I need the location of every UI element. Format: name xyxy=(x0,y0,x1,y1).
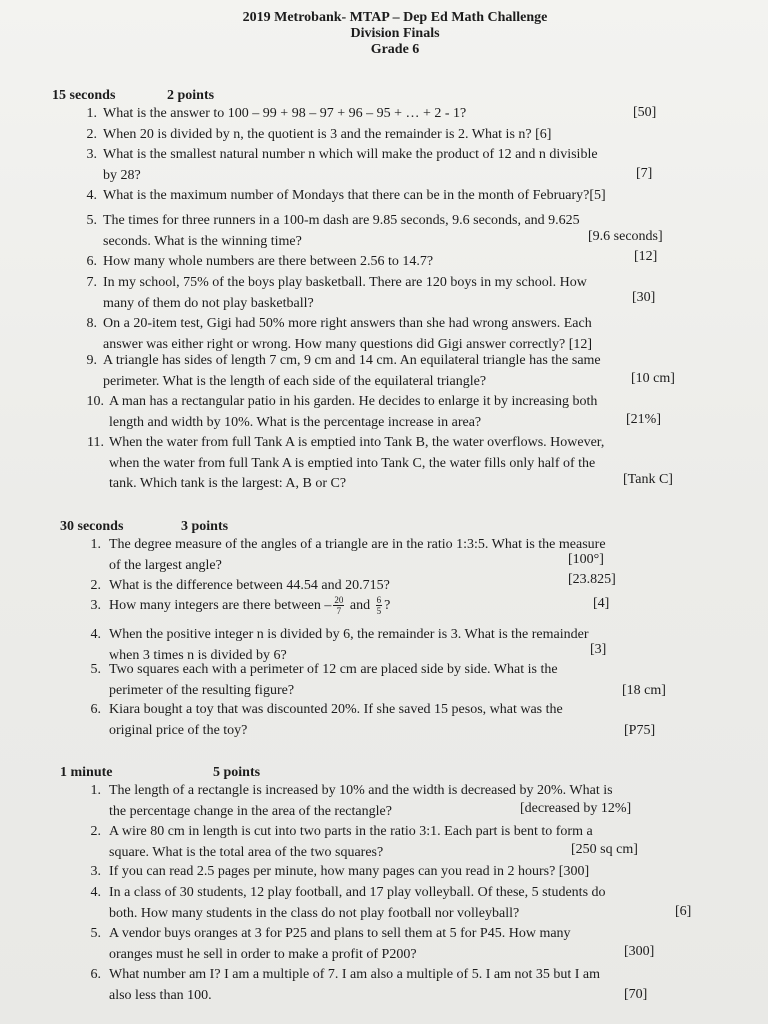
fraction-denominator: 7 xyxy=(336,606,342,617)
answer-key: [10 cm] xyxy=(631,371,675,386)
question-text-line: tank. Which tank is the largest: A, B or C? xyxy=(109,476,347,491)
answer-key: [6] xyxy=(675,904,692,919)
answer-key: [70] xyxy=(624,987,648,1002)
question-number: 5. xyxy=(86,213,97,228)
question-text-line: The degree measure of the angles of a triangle are in the ratio 1:3:5. What is the measure xyxy=(109,537,606,552)
answer-key: [21%] xyxy=(626,412,661,427)
answer-key: [P75] xyxy=(624,723,656,738)
question-text-line: When the positive integer n is divided by 6, the remainder is 3. What is the remainder xyxy=(109,627,589,642)
question-text-line: In a class of 30 students, 12 play football, and 17 play volleyball. Of these, 5 students do xyxy=(109,885,606,900)
answer-key: [100°] xyxy=(568,552,604,567)
document-header xyxy=(0,10,768,58)
answer-key: [4] xyxy=(593,596,610,611)
question-text-line: original price of the toy? xyxy=(109,722,248,738)
section-time-limit: 30 seconds xyxy=(60,519,124,534)
question-text-line: The times for three runners in a 100-m dash are 9.85 seconds, 9.6 seconds, and 9.625 xyxy=(103,213,580,228)
section-points: 3 points xyxy=(181,519,229,534)
question-text-line: oranges must he sell in order to make a profit of P200? xyxy=(109,946,417,962)
fraction-numerator: 6 xyxy=(376,595,382,606)
question-number: 6. xyxy=(90,702,101,717)
answer-key: [300] xyxy=(624,944,655,959)
question-text-line: How many whole numbers are there between 2.56 to 14.7? xyxy=(103,254,434,269)
answer-key: [12] xyxy=(634,249,658,264)
question-text-line: A vendor buys oranges at 3 for P25 and plans to sell them at 5 for P45. How many xyxy=(109,926,571,941)
question-text-line: The length of a rectangle is increased by 10% and the width is decreased by 20%. What is xyxy=(109,783,613,798)
question-text-line: of the largest angle? xyxy=(109,557,222,573)
question-text-line: When 20 is divided by n, the quotient is 3 and the remainder is 2. What is n? [6] xyxy=(103,127,552,142)
answer-key: [23.825] xyxy=(568,572,616,587)
question-number: 1. xyxy=(86,106,97,121)
question-text-line: when 3 times n is divided by 6? xyxy=(109,647,287,663)
question-number: 11. xyxy=(87,435,104,450)
question-text-line: Two squares each with a perimeter of 12 cm are placed side by side. What is the xyxy=(109,662,558,677)
question-number: 2. xyxy=(86,127,97,142)
fraction-connector: and xyxy=(346,598,374,613)
question-text-line: both. How many students in the class do not play football nor volleyball? xyxy=(109,905,520,921)
question-text-line: Kiara bought a toy that was discounted 20%. If she saved 15 pesos, what was the xyxy=(109,702,563,717)
question-number: 7. xyxy=(86,275,97,290)
question-text-line: How many integers are there between – $\frac{20}{7}$ and $\frac{6}{5}$ ? xyxy=(109,595,391,617)
question-text-line: A triangle has sides of length 7 cm, 9 cm and 14 cm. An equilateral triangle has the same xyxy=(103,353,601,368)
answer-key: [250 sq cm] xyxy=(571,842,638,857)
answer-key: [9.6 seconds] xyxy=(588,229,663,244)
question-text-line: In my school, 75% of the boys play basketball. There are 120 boys in my school. How xyxy=(103,275,587,290)
question-text-line: What is the answer to 100 – 99 + 98 – 97 + 96 – 95 + … + 2 - 1? xyxy=(103,106,467,121)
answer-key: [3] xyxy=(590,642,607,657)
question-text-line: when the water from full Tank A is emptied into Tank C, the water fills only half of the xyxy=(109,455,596,471)
question-text-line: many of them do not play basketball? xyxy=(103,295,314,311)
fraction-numerator: 20 xyxy=(334,595,344,606)
fraction-sign: – xyxy=(320,598,332,613)
answer-key: [50] xyxy=(633,105,657,120)
section-time-limit: 15 seconds xyxy=(52,88,116,103)
answer-key: [Tank C] xyxy=(623,472,673,487)
question-number: 3. xyxy=(90,864,101,879)
question-text-line: If you can read 2.5 pages per minute, how many pages can you read in 2 hours? [300] xyxy=(109,864,590,879)
answer-key: [18 cm] xyxy=(622,683,666,698)
fraction xyxy=(376,595,383,616)
question-text-line: square. What is the total area of the two squares? xyxy=(109,844,384,860)
answer-key: [decreased by 12%] xyxy=(520,801,632,816)
question-text-line: also less than 100. xyxy=(109,987,212,1003)
question-number: 3. xyxy=(86,147,97,162)
question-text-line: When the water from full Tank A is emptied into Tank B, the water overflows. However, xyxy=(109,435,605,450)
question-text-line: What number am I? I am a multiple of 7. I am also a multiple of 5. I am not 35 but I am xyxy=(109,967,601,982)
question-number: 10. xyxy=(86,394,104,409)
question-text-line: length and width by 10%. What is the percentage increase in area? xyxy=(109,414,482,430)
question-text-line: seconds. What is the winning time? xyxy=(103,233,302,249)
question-number: 6. xyxy=(86,254,97,269)
section-points: 2 points xyxy=(167,88,215,103)
section-time-limit: 1 minute xyxy=(60,765,113,780)
question-number: 4. xyxy=(90,627,101,642)
question-number: 9. xyxy=(86,353,97,368)
question-text-line: On a 20-item test, Gigi had 50% more right answers than she had wrong answers. Each xyxy=(103,316,592,331)
question-text-line: What is the smallest natural number n which will make the product of 12 and n divisible xyxy=(103,147,598,162)
grade-label: Grade 6 xyxy=(370,42,420,57)
fraction-denominator: 5 xyxy=(376,606,382,617)
question-number: 6. xyxy=(90,967,101,982)
question-number: 4. xyxy=(86,188,97,203)
answer-key: [30] xyxy=(632,290,656,305)
document-subtitle: Division Finals xyxy=(350,26,440,41)
answer-key: [7] xyxy=(636,166,653,181)
question-text-line: the percentage change in the area of the rectangle? xyxy=(109,803,392,819)
question-number: 1. xyxy=(90,783,101,798)
question-text-line: A man has a rectangular patio in his garden. He decides to enlarge it by increasing both xyxy=(109,394,598,409)
question-text-line: by 28? xyxy=(103,167,141,183)
question-number: 5. xyxy=(90,662,101,677)
question-text-line: A wire 80 cm in length is cut into two parts in the ratio 3:1. Each part is bent to form a xyxy=(109,824,593,839)
question-number: 5. xyxy=(90,926,101,941)
question-text-line: perimeter. What is the length of each side of the equilateral triangle? xyxy=(103,373,487,389)
question-number: 2. xyxy=(90,578,101,593)
question-number: 1. xyxy=(90,537,101,552)
question-number: 3. xyxy=(90,598,101,613)
question-text-line: What is the difference between 44.54 and 20.715? xyxy=(109,578,390,593)
question-text-line: What is the maximum number of Mondays that there can be in the month of February?[5] xyxy=(103,188,606,203)
question-number: 4. xyxy=(90,885,101,900)
question-text-line: perimeter of the resulting figure? xyxy=(109,682,295,698)
document-title: 2019 Metrobank- MTAP – Dep Ed Math Challenge xyxy=(242,10,548,25)
question-number: 8. xyxy=(86,316,97,331)
question-text-line: answer was either right or wrong. How many questions did Gigi answer correctly? [12] xyxy=(103,336,593,352)
question-mark: ? xyxy=(384,598,391,613)
section-points: 5 points xyxy=(213,765,261,780)
fraction xyxy=(333,595,344,616)
question-number: 2. xyxy=(90,824,101,839)
